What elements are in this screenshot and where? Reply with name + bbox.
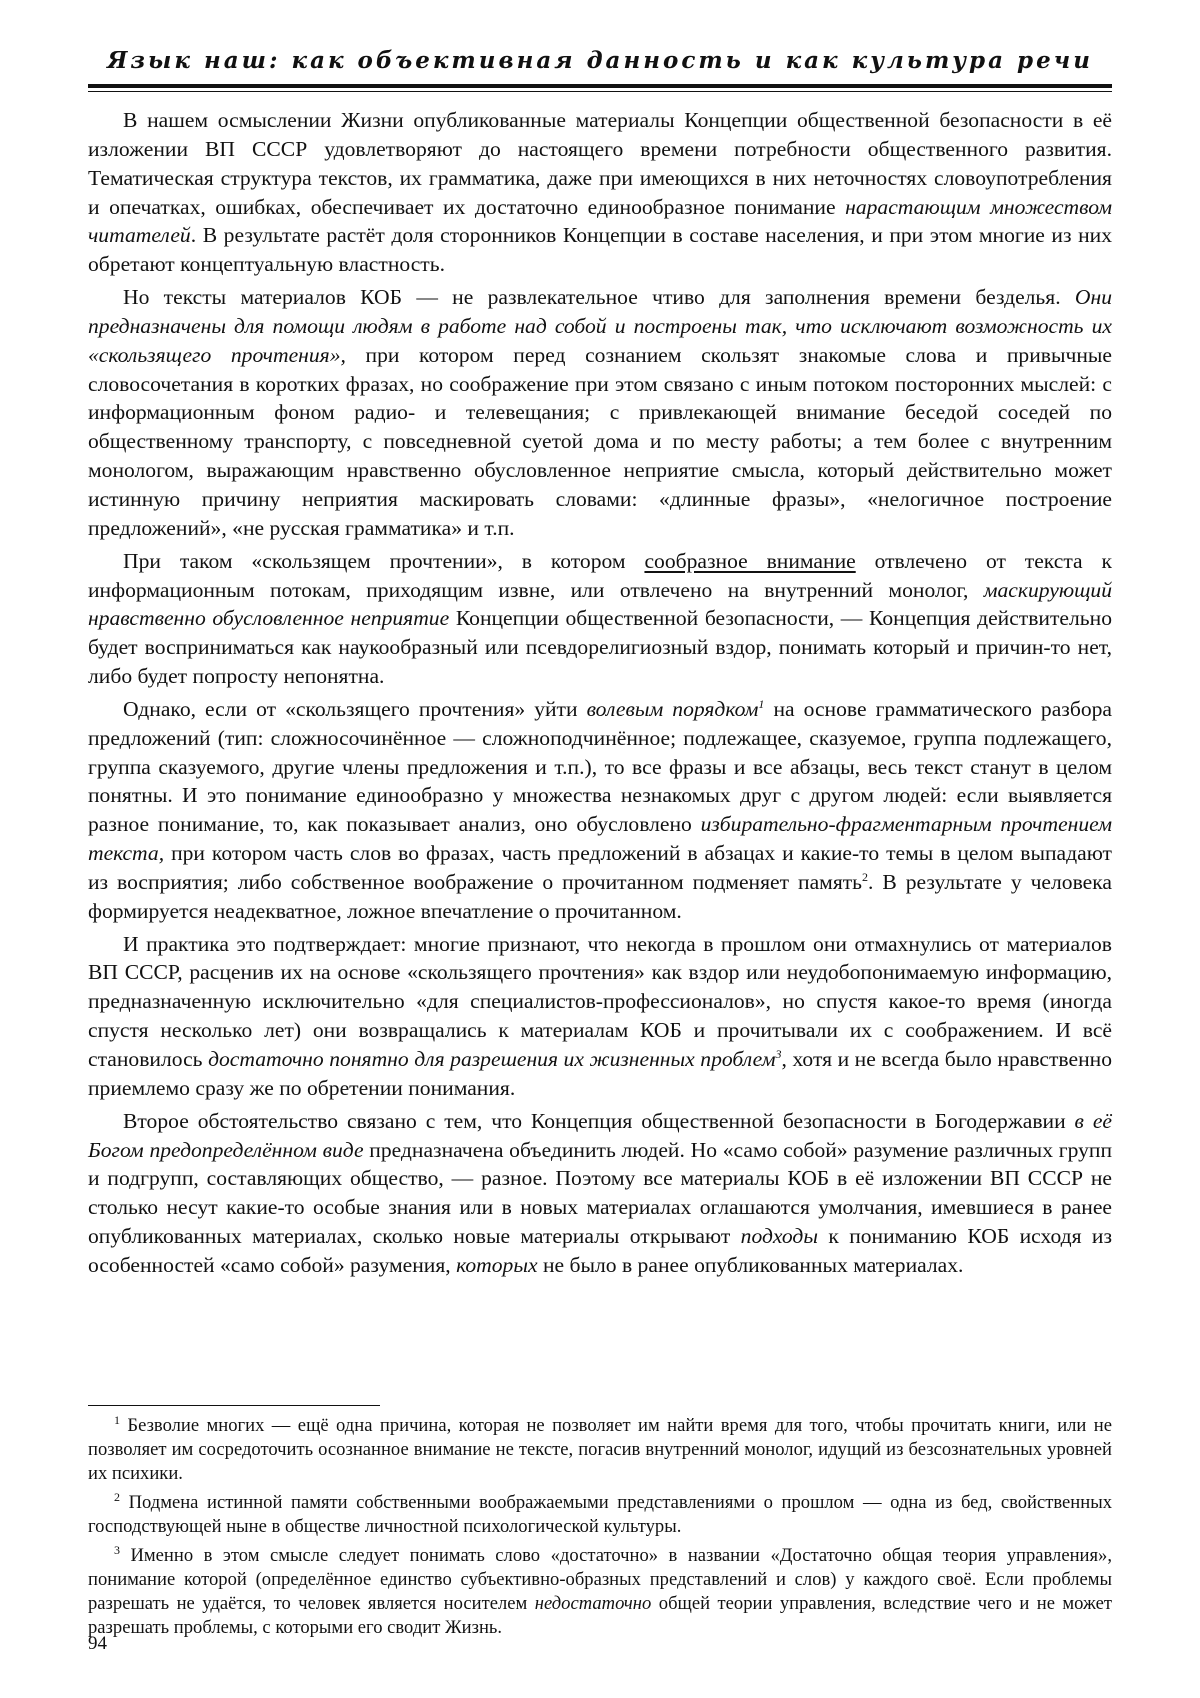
paragraph — [88, 547, 1112, 691]
footnote-ref: 2 — [862, 869, 869, 884]
underlined-text: сообразное внимание — [644, 548, 856, 573]
text-run: Концепции общественной безопасности, — Концепция действительно будет восприниматься как наукообразный или псевдорелигиозный вздор, понимать который и причин-то нет, либо будет попросту непонятна. — [88, 606, 1112, 689]
text-run: Второе обстоятельство связано с тем, что Концепция общественной безопасности в Богодержавии — [123, 1108, 1075, 1133]
text-run: при котором часть слов во фразах, часть предложений в абзацах и какие-то темы в целом выпадают из восприятия; либо собственное воображение о прочитанном подменяет память — [88, 841, 1112, 894]
header-rule-thick — [88, 84, 1112, 88]
text-run: В нашем осмыслении Жизни опубликованные материалы Концепции общественной безопасности в её изложении ВП СССР удовлетворяют до настоящего времени потребности общественного развития. Тематическая структура текстов, их грамматика, даже при имеющихся в них неточностях словоупотребления и опечатках, ошибках, обеспечивает их достаточно единообразное понимание — [88, 108, 1112, 219]
footnote-ref: 3 — [775, 1046, 782, 1061]
footnote-ref: 1 — [758, 696, 765, 711]
footnote-separator — [88, 1405, 380, 1406]
text-run: при котором перед сознанием скользят знакомые слова и привычные словосочетания в коротких фразах, но соображение при этом связано с иным потоком посторонних мыслей: с информационным фоном радио- и телевещания; с привлекающей внимание беседой соседей по общественному транспорту, с повседневной суетой дома и по месту работы; а тем более с внутренним монологом, выражающим нравственно обусловленное неприятие смысла, который действительно может истинную причину неприятия маскировать словами: «длинные фразы», «нелогичное построение предложений», «не русская грамматика» и т.п. — [88, 342, 1112, 540]
text-run: Подмена истинной памяти собственными воображаемыми представлениями о прошлом — одна из бед, свойственных господствующей ныне в обществе личностной психологической культуры. — [88, 1492, 1112, 1537]
italic-text: волевым порядком — [586, 696, 759, 721]
paragraph — [88, 1107, 1112, 1280]
text-run: не было в ранее опубликованных материалах. — [537, 1252, 964, 1277]
italic-text: нарастающим множеством читателей — [88, 194, 1112, 248]
text-run: Безволие многих — ещё одна причина, которая не позволяет им найти время для того, чтобы прочитать книги, или не позволяет им сосредоточить осознанное внимание не тексте, погасив внутренний монолог, идущий из безсознательных уровней их психики. — [88, 1415, 1112, 1484]
footnote-mark: 1 — [114, 1412, 120, 1427]
text-run: общей теории управления, вследствие чего и не может разрешать проблемы, с которыми его сводит Жизнь. — [88, 1593, 1112, 1638]
text-run: . В результате растёт доля сторонников Концепции в составе населения, и при этом многие из них обретают концептуальную властность. — [88, 223, 1112, 277]
running-header-title: Язык наш: как объективная данность и как культура речи — [107, 47, 1093, 74]
text-run: на основе грамматического разбора предложений (тип: сложносочинённое — сложноподчинённое; подлежащее, сказуемое, группа подлежащего, группа сказуемого, другие члены предложения и т.п.), то все фразы и все абзацы, весь текст станут в целом понятны. И это понимание единообразно у множества незнакомых друг с другом людей: если выявляется разное понимание, то, как показывает анализ, оно обусловлено — [88, 696, 1112, 837]
text-run: И практика это подтверждает: многие признают, что некогда в прошлом они отмахнулись от материалов ВП СССР, расценив их на основе «скользящего прочтения» как вздор или неудобопонимаемую информацию, предназначенную исключительно «для специалистов-профессионалов», но спустя какое-то время (иногда спустя несколько лет) они возвращались к материалам КОБ и прочитывали их с соображением. И всё становилось — [88, 931, 1112, 1071]
page-number: 94 — [88, 1633, 107, 1654]
text-run: . В результате у человека формируется неадекватное, ложное впечатление о прочитанном. — [88, 869, 1112, 923]
italic-text: подходы — [740, 1224, 818, 1249]
paragraph — [88, 930, 1112, 1103]
italic-text: в её Богом предопределённом виде — [88, 1108, 1112, 1162]
italic-text: которых — [456, 1252, 538, 1277]
text-run: Однако, если от «скользящего прочтения» уйти — [123, 696, 587, 721]
text-run: отвлечено от текста к информационным потокам, приходящим извне, или отвлечено на внутренний монолог, — [88, 548, 1113, 602]
book-page — [88, 44, 1112, 1664]
footnote — [88, 1414, 1112, 1486]
italic-text: недостаточно — [534, 1593, 652, 1614]
footnote-mark: 3 — [114, 1542, 120, 1557]
paragraph — [88, 695, 1112, 926]
paragraph — [88, 283, 1112, 543]
italic-text: маскирующий нравственно обусловленное неприятие — [88, 577, 1112, 631]
italic-text: Они предназначены для помощи людям в работе над собой и построены так, что исключают возможность их «скользящего прочтения», — [88, 285, 1112, 367]
footnote — [88, 1491, 1112, 1539]
italic-text: избирательно-фрагментарным прочтением текста, — [88, 812, 1112, 866]
footnote — [88, 1544, 1112, 1640]
text-run: предназначена объединить людей. Но «само собой» разумение различных групп и подгрупп, составляющих общество, — разное. Поэтому все материалы КОБ в её изложении ВП СССР не столько несут какие-то особые знания или в новых материалах оглашаются умолчания, имевшиеся в ранее опубликованных материалах, сколько новые материалы открывают — [88, 1137, 1112, 1249]
footnote-mark: 2 — [114, 1489, 120, 1504]
footnotes — [88, 1414, 1112, 1640]
paragraph — [88, 106, 1112, 279]
text-run: Но тексты материалов КОБ — не развлекательное чтиво для заполнения времени безделья. — [123, 285, 1075, 310]
text-run: Именно в этом смысле следует понимать слово «достаточно» в названии «Достаточно общая теория управления», понимание которой (определённое единство субъективно-образных представлений и слов) у каждого своё. Если проблемы разрешать не удаётся, то человек является носителем — [88, 1545, 1112, 1614]
text-run: При таком «скользящем прочтении», в котором — [123, 548, 645, 573]
text-run: к пониманию КОБ исходя из особенностей «само собой» разумения, — [88, 1224, 1112, 1277]
header-rule-thin — [88, 91, 1112, 92]
italic-text: достаточно понятно для разрешения их жизненных проблем — [208, 1047, 776, 1071]
text-run: , хотя и не всегда было нравственно приемлемо сразу же по обретении понимания. — [88, 1047, 1112, 1100]
body-text — [88, 106, 1112, 1280]
